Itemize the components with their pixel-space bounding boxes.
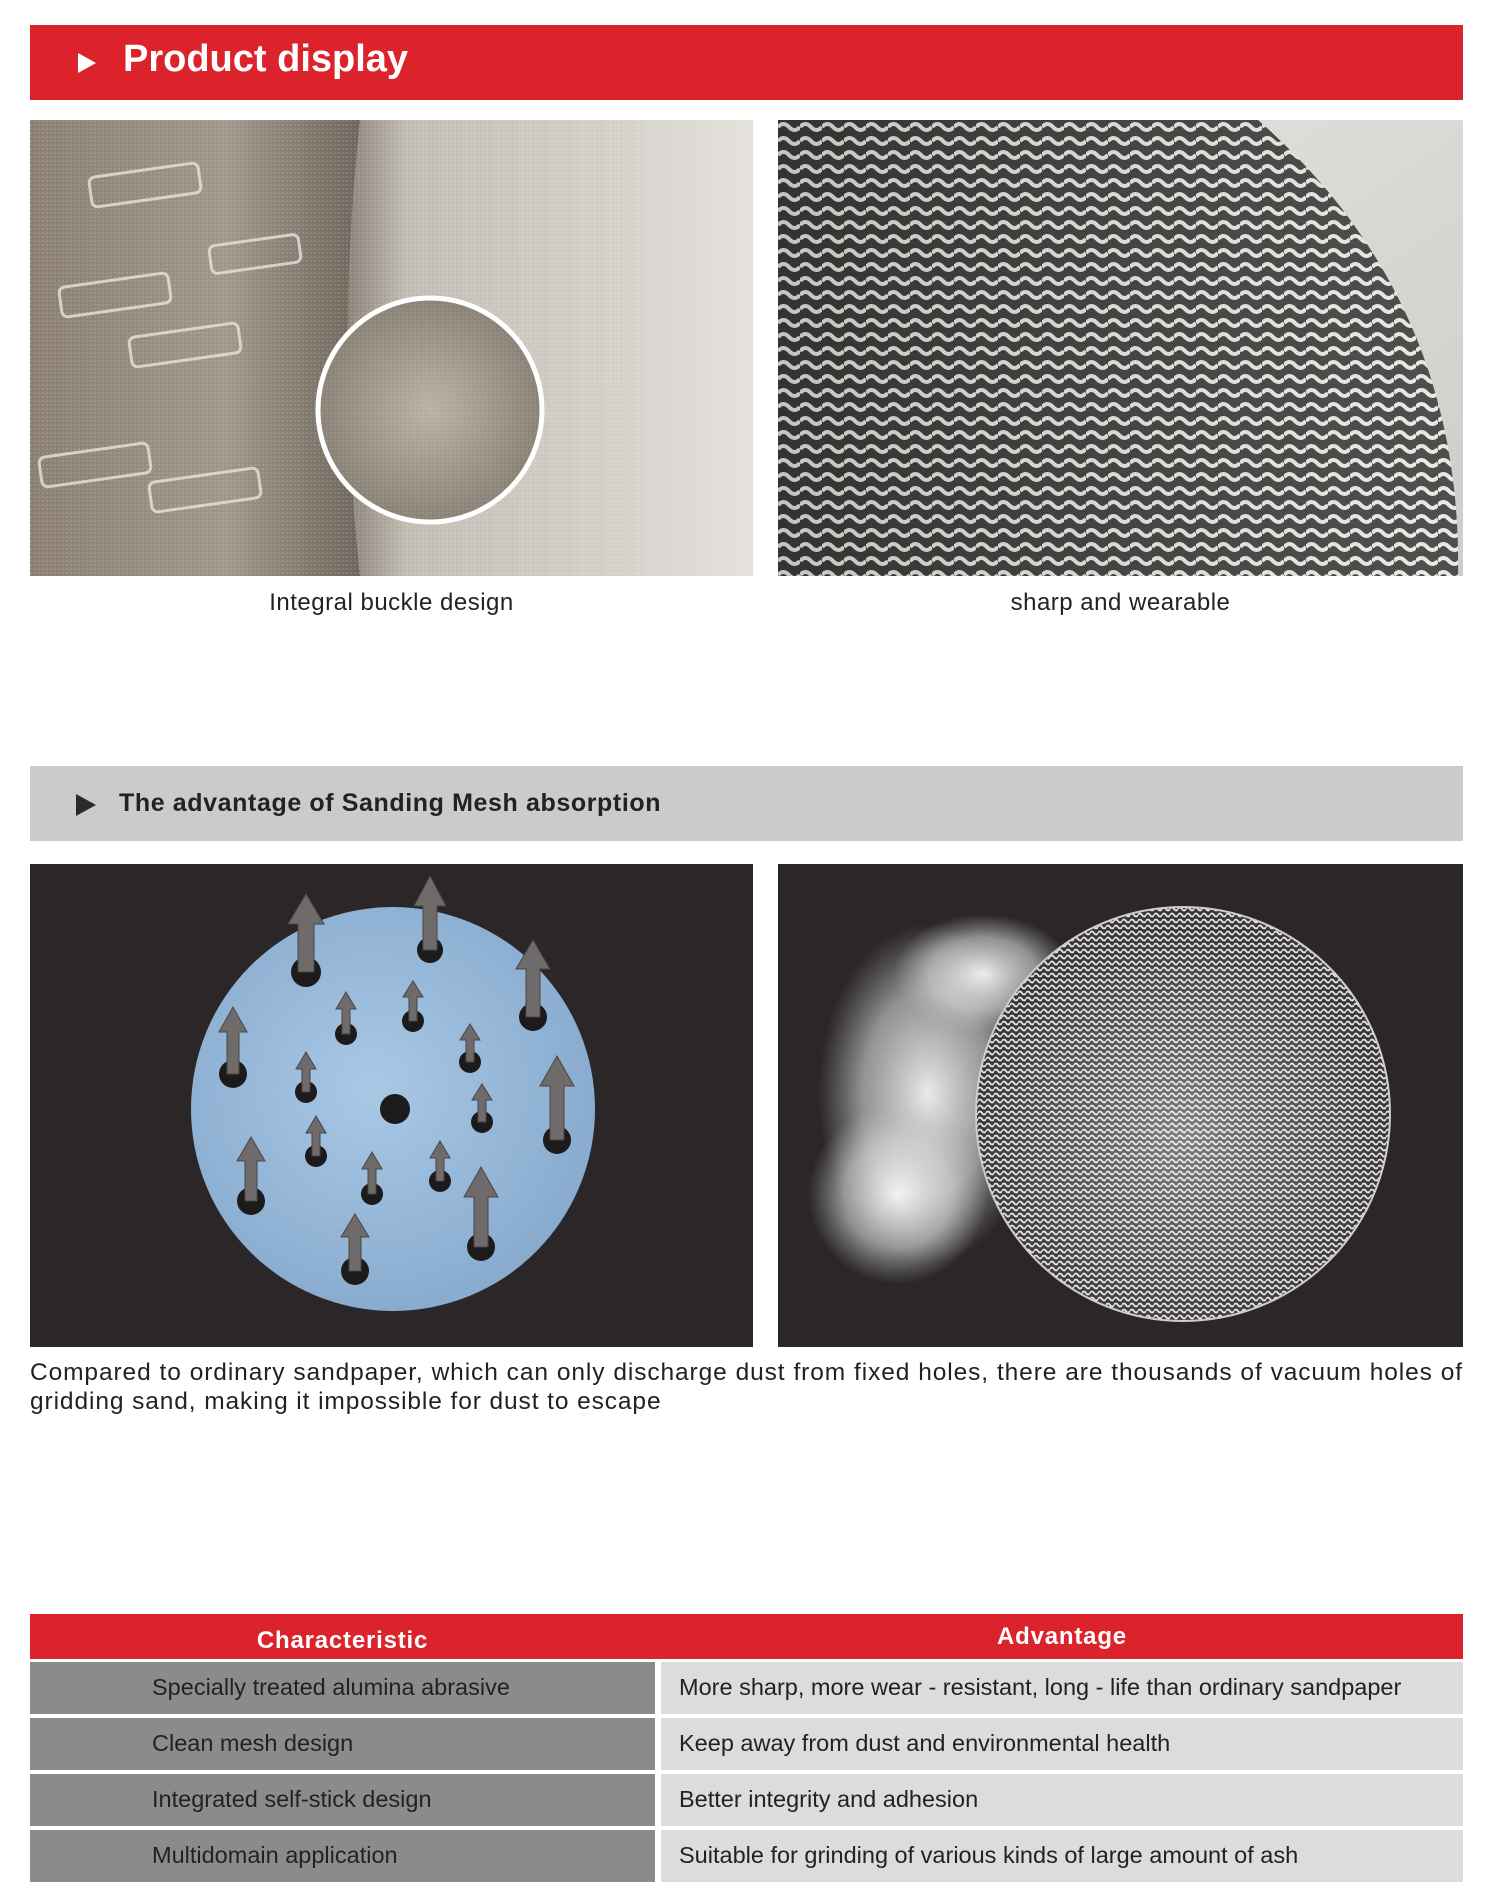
table-header: [30, 1614, 1463, 1659]
caption-sharp-wearable: sharp and wearable: [1010, 589, 1231, 616]
cell-text: Better integrity and adhesion: [679, 1786, 979, 1812]
mesh-disc-dust-cloud-image: [778, 864, 1463, 1347]
cell-text: Specially treated alumina abrasive: [152, 1674, 510, 1700]
cell-text: Suitable for grinding of various kinds of large amount of ash: [679, 1842, 1299, 1868]
table-row: [30, 1718, 1463, 1770]
column-header-advantage: Advantage: [997, 1623, 1127, 1650]
advantage-cell: [661, 1774, 1463, 1826]
section-title: The advantage of Sanding Mesh absorption: [119, 789, 662, 817]
caption-integral-buckle: Integral buckle design: [269, 589, 514, 616]
characteristic-cell: [30, 1774, 655, 1826]
advantage-cell: [661, 1830, 1463, 1882]
table-row: [30, 1830, 1463, 1882]
cell-text: Multidomain application: [152, 1842, 398, 1868]
cell-text: More sharp, more wear - resistant, long - life than ordinary sandpaper: [679, 1674, 1402, 1700]
advantage-cell: [661, 1662, 1463, 1714]
cell-text: Integrated self-stick design: [152, 1786, 432, 1812]
absorption-description: Compared to ordinary sandpaper, which can only discharge dust from fixed holes, there are thousands of vacuum holes of gridding sand, making it impossible for dust to escape: [30, 1359, 1463, 1415]
absorption-advantage-header: [30, 766, 1463, 841]
cell-text: Keep away from dust and environmental health: [679, 1730, 1171, 1756]
mesh-texture-closeup-image: [778, 120, 1463, 576]
play-triangle-icon: [76, 794, 96, 816]
product-display-header: [30, 25, 1463, 100]
characteristic-cell: [30, 1718, 655, 1770]
play-triangle-icon: [78, 53, 96, 73]
perforated-sanding-disc-diagram: [30, 864, 753, 1347]
advantage-cell: [661, 1718, 1463, 1770]
sanding-mesh-roll-image: [30, 120, 753, 576]
column-header-characteristic: Characteristic: [256, 1627, 429, 1654]
cell-text: Clean mesh design: [152, 1730, 354, 1756]
section-title: Product display: [123, 38, 409, 80]
characteristic-cell: [30, 1662, 655, 1714]
table-row: [30, 1774, 1463, 1826]
characteristic-cell: [30, 1830, 655, 1882]
table-row: [30, 1662, 1463, 1714]
